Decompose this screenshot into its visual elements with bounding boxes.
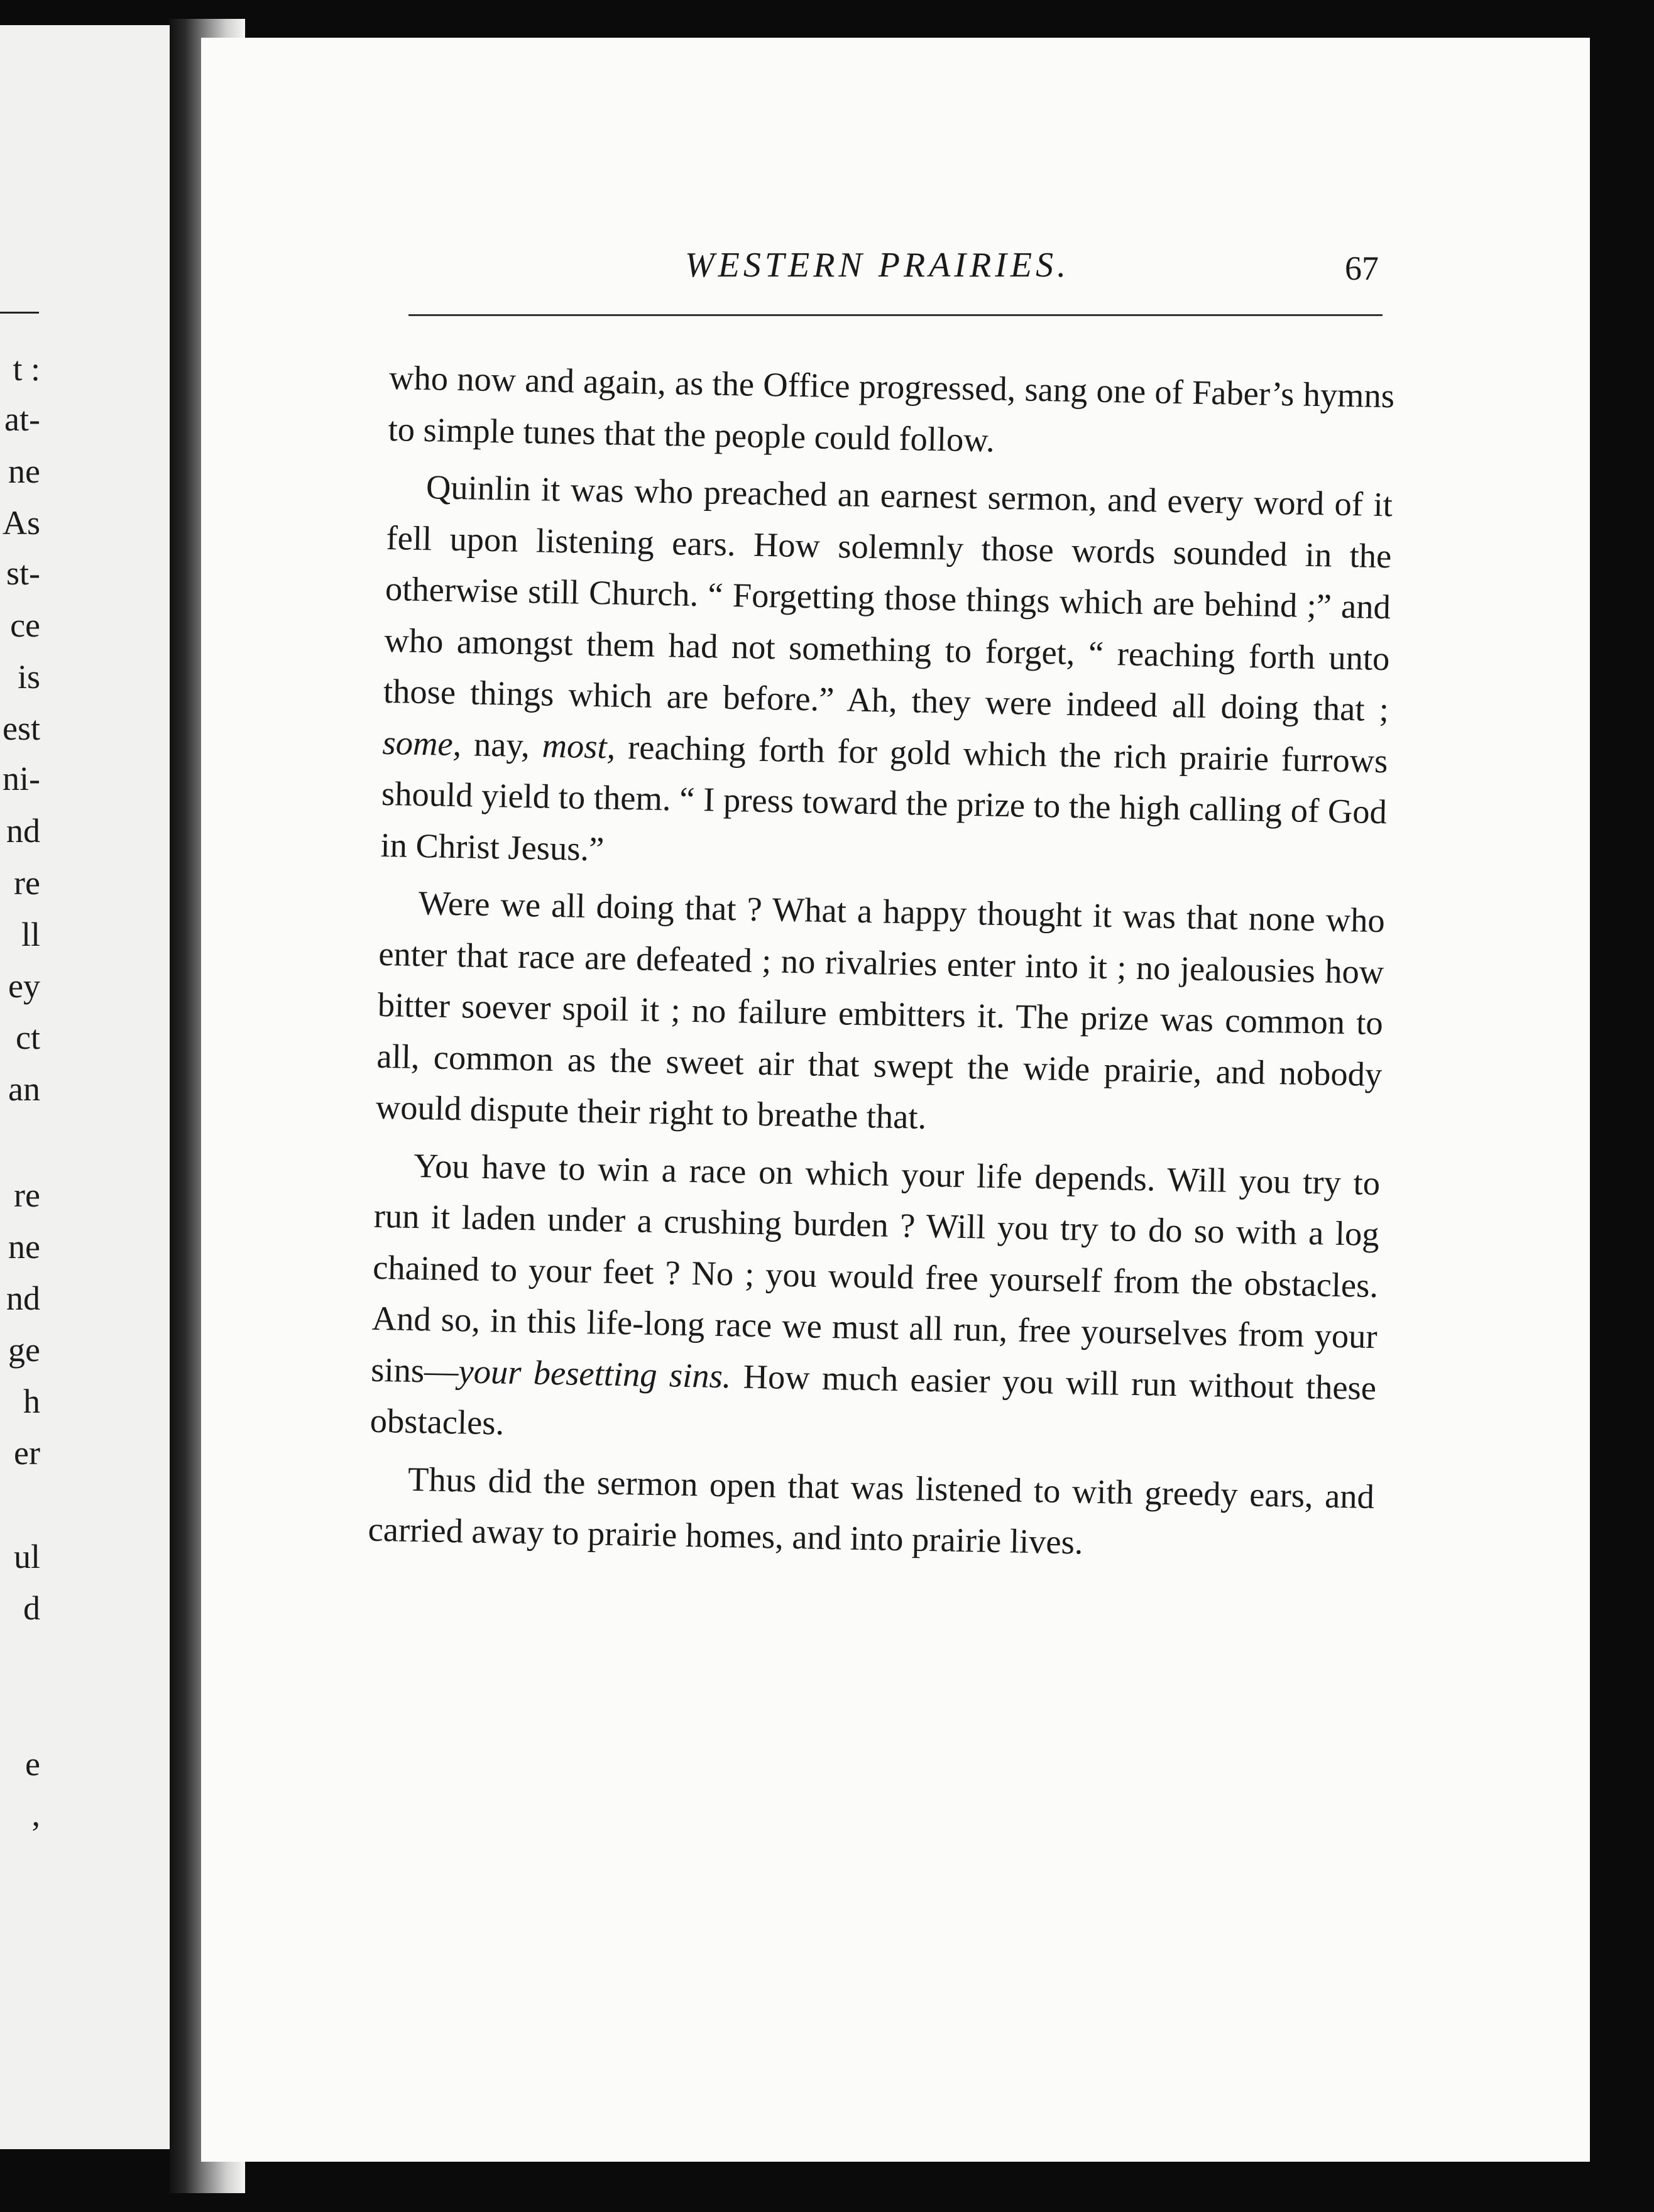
facing-fragment: nd bbox=[6, 812, 40, 850]
italic-text: your besetting sins. bbox=[458, 1351, 731, 1395]
paragraph bbox=[370, 1139, 1381, 1464]
book-page bbox=[201, 38, 1590, 2162]
facing-page bbox=[0, 25, 189, 2149]
paragraph-text: reaching forth for gold which the rich prairie furrows should yield to them. “ I press toward the prize to the high calling of God in Christ Jesus.” bbox=[380, 727, 1388, 868]
facing-fragment: est bbox=[3, 709, 40, 747]
facing-page-text bbox=[0, 25, 189, 2149]
paragraph-text: nay, bbox=[473, 725, 530, 764]
facing-fragment: ct bbox=[16, 1019, 40, 1056]
paragraph-text: who now and again, as the Office progressed, sang one of Faber’s hymns to simple tunes that the people could follow. bbox=[388, 358, 1395, 459]
facing-fragment: t : bbox=[13, 350, 40, 388]
facing-fragment: d bbox=[23, 1589, 40, 1627]
paragraph bbox=[368, 1452, 1375, 1573]
facing-fragment: er bbox=[14, 1434, 40, 1472]
facing-fragment: re bbox=[14, 1176, 40, 1214]
facing-fragment: ll bbox=[21, 916, 40, 953]
facing-fragment: re bbox=[14, 864, 40, 902]
paragraph-text: How much easier you will run without these obstacles. bbox=[370, 1357, 1377, 1442]
facing-fragment: ey bbox=[8, 967, 40, 1005]
paragraph bbox=[388, 352, 1395, 473]
paragraph bbox=[380, 461, 1393, 889]
italic-text: some, bbox=[382, 723, 462, 763]
paragraph bbox=[375, 877, 1385, 1151]
facing-fragment: ul bbox=[13, 1538, 40, 1575]
running-head bbox=[201, 245, 1590, 302]
facing-fragment: an bbox=[8, 1070, 40, 1108]
italic-text: most, bbox=[542, 726, 616, 766]
paragraph-text: Were we all doing that ? What a happy thought it was that none who enter that race are defeated ; no rivalries enter into it ; no jealousies how bitter soever spoil it ; no failure embitters it. The prize was common to all, common as the sweet air that swept the wide prairie, and nobody would dispute their right to breathe that. bbox=[375, 883, 1386, 1136]
facing-fragment: st- bbox=[6, 554, 40, 592]
page-number: 67 bbox=[1345, 249, 1379, 287]
facing-fragment: ne bbox=[8, 452, 40, 490]
facing-fragment: h bbox=[23, 1382, 40, 1420]
paragraph-text: Quinlin it was who preached an earnest sermon, and every word of it fell upon listening ears. How solemnly those words sounded in the otherwise still Church. “ Forgetting those things which are behind ;” and who amongst them had not something to forget, “ reaching forth unto those things which are before.” Ah, they were indeed all doing that ; bbox=[383, 468, 1393, 729]
body-text bbox=[368, 352, 1395, 1579]
paragraph-text: Thus did the sermon open that was listened to with greedy ears, and carried away to prairie homes, and into prairie lives. bbox=[368, 1459, 1375, 1562]
facing-fragment: e bbox=[25, 1745, 40, 1783]
facing-fragment: , bbox=[31, 1795, 40, 1833]
facing-fragment: ne bbox=[8, 1228, 40, 1266]
facing-fragment: ge bbox=[8, 1331, 40, 1369]
facing-fragment: ce bbox=[10, 606, 40, 644]
paragraph-text: You have to win a race on which your life depends. Will you try to run it laden under a crushing burden ? Will you try to do so with a log chained to your feet ? No ; you would free yourself from the obstacles. And so, in this life-long race we must all run, free yourselves from your sins— bbox=[370, 1146, 1381, 1390]
header-rule bbox=[408, 314, 1383, 316]
facing-fragment: ni- bbox=[3, 760, 40, 797]
facing-fragment: nd bbox=[6, 1279, 40, 1317]
facing-fragment: is bbox=[17, 658, 40, 696]
running-head-title: WESTERN PRAIRIES. bbox=[685, 246, 1070, 285]
facing-fragment: at- bbox=[4, 400, 40, 438]
facing-fragment: As bbox=[2, 504, 40, 542]
